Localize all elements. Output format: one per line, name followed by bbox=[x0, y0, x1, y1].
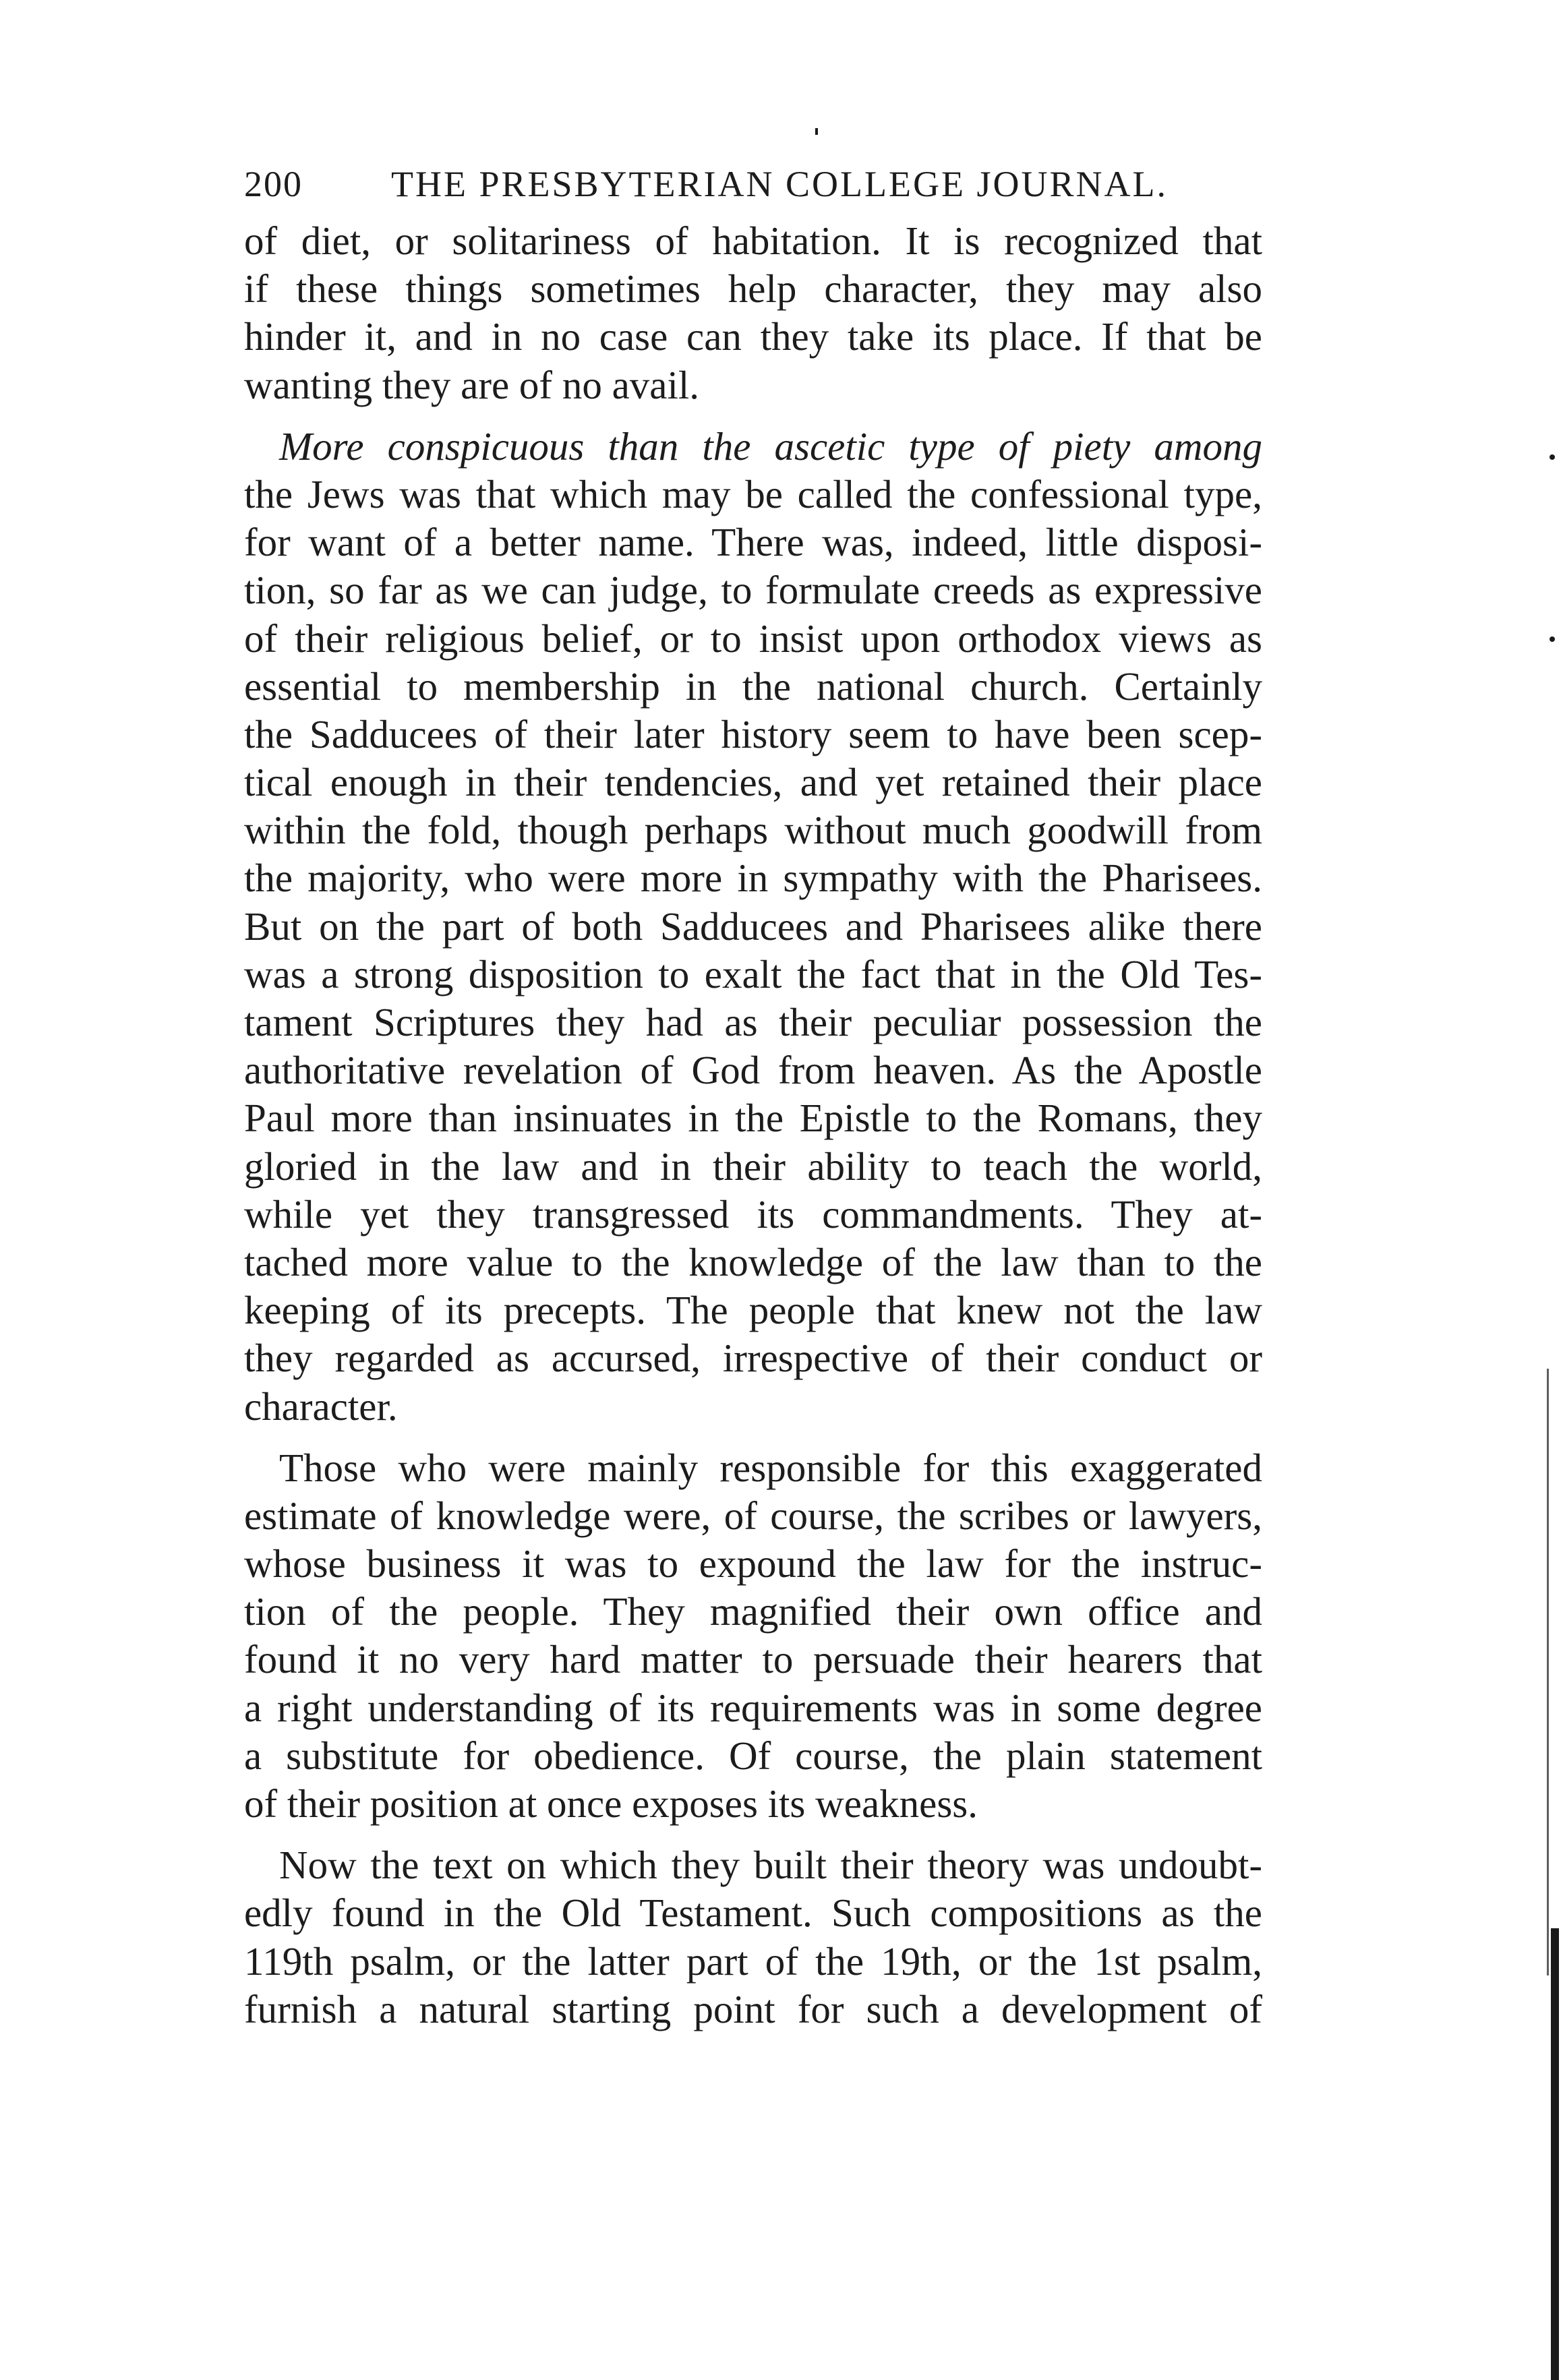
text-line: estimate of knowledge were, of course, the scribes or lawyers, bbox=[244, 1493, 1262, 1538]
text-line: tion, so far as we can judge, to formulate creeds as expressive bbox=[244, 568, 1262, 613]
text-line: keeping of its precepts. The people that knew not the law bbox=[244, 1288, 1262, 1333]
text-line: a right understanding of its requirements was in some degree bbox=[244, 1685, 1262, 1730]
text-line: found it no very hard matter to persuade their hearers that bbox=[244, 1637, 1262, 1682]
scan-speck bbox=[815, 128, 818, 135]
text-line: a substitute for obedience. Of course, the plain statement bbox=[244, 1733, 1262, 1778]
text-line: Those who were mainly responsible for this exaggerated bbox=[279, 1445, 1262, 1490]
text-line-italic-lead: More conspicuous than the ascetic type of piety among bbox=[279, 423, 1262, 469]
text-line: But on the part of both Sadducees and Pharisees alike there bbox=[244, 903, 1262, 949]
page-header bbox=[244, 160, 1262, 208]
paragraph bbox=[244, 217, 1262, 409]
text-line: edly found in the Old Testament. Such compositions as the bbox=[244, 1891, 1262, 1936]
text-line: the majority, who were more in sympathy with the Pharisees. bbox=[244, 856, 1262, 901]
text-line: of diet, or solitariness of habitation. It is recognized that bbox=[244, 218, 1262, 263]
text-line: furnish a natural starting point for such a development of bbox=[244, 1986, 1262, 2031]
text-line: for want of a better name. There was, indeed, little disposi- bbox=[244, 520, 1262, 565]
running-head: THE PRESBYTERIAN COLLEGE JOURNAL. bbox=[391, 164, 1168, 204]
text-line: tion of the people. They magnified their own office and bbox=[244, 1589, 1262, 1634]
page-edge-shadow bbox=[1551, 1928, 1559, 2380]
text-line: character. bbox=[244, 1384, 398, 1429]
text-line: if these things sometimes help character, they may also bbox=[244, 266, 1262, 311]
text-line: authoritative revelation of God from heaven. As the Apostle bbox=[244, 1048, 1262, 1093]
text-line: tached more value to the knowledge of the law than to the bbox=[244, 1239, 1262, 1284]
text-line: essential to membership in the national church. Certainly bbox=[244, 663, 1262, 709]
text-line: they regarded as accursed, irrespective of their conduct or bbox=[244, 1336, 1262, 1381]
paragraph bbox=[244, 1444, 1262, 1828]
paragraph bbox=[244, 1841, 1262, 2033]
text-line: Now the text on which they built their theory was undoubt- bbox=[279, 1843, 1262, 1888]
text-line: the Jews was that which may be called the confessional type, bbox=[244, 471, 1262, 516]
text-line: of their religious belief, or to insist upon orthodox views as bbox=[244, 616, 1262, 661]
text-line: Paul more than insinuates in the Epistle to the Romans, they bbox=[244, 1096, 1262, 1141]
text-line: wanting they are of no avail. bbox=[244, 362, 699, 407]
body-text bbox=[244, 217, 1262, 2033]
page-edge-shadow bbox=[1547, 1369, 1549, 1975]
text-line: tament Scriptures they had as their peculiar possession the bbox=[244, 1000, 1262, 1044]
text-line: of their position at once exposes its weakness. bbox=[244, 1781, 978, 1826]
scan-speck bbox=[1550, 454, 1555, 460]
text-line: the Sadducees of their later history seem to have been scep- bbox=[244, 711, 1262, 756]
scan-speck bbox=[1550, 636, 1555, 642]
text-line: tical enough in their tendencies, and yet retained their place bbox=[244, 760, 1262, 805]
text-line: hinder it, and in no case can they take its place. If that be bbox=[244, 314, 1262, 359]
text-line: whose business it was to expound the law for the instruc- bbox=[244, 1541, 1262, 1586]
page-number: 200 bbox=[244, 164, 303, 204]
text-line: 119th psalm, or the latter part of the 19th, or the 1st psalm, bbox=[244, 1938, 1262, 1984]
paragraph bbox=[244, 423, 1262, 1431]
text-line: was a strong disposition to exalt the fact that in the Old Tes- bbox=[244, 951, 1262, 996]
text-line: gloried in the law and in their ability to teach the world, bbox=[244, 1143, 1262, 1189]
text-line: within the fold, though perhaps without much goodwill from bbox=[244, 808, 1262, 853]
text-line: while yet they transgressed its commandments. They at- bbox=[244, 1191, 1262, 1237]
